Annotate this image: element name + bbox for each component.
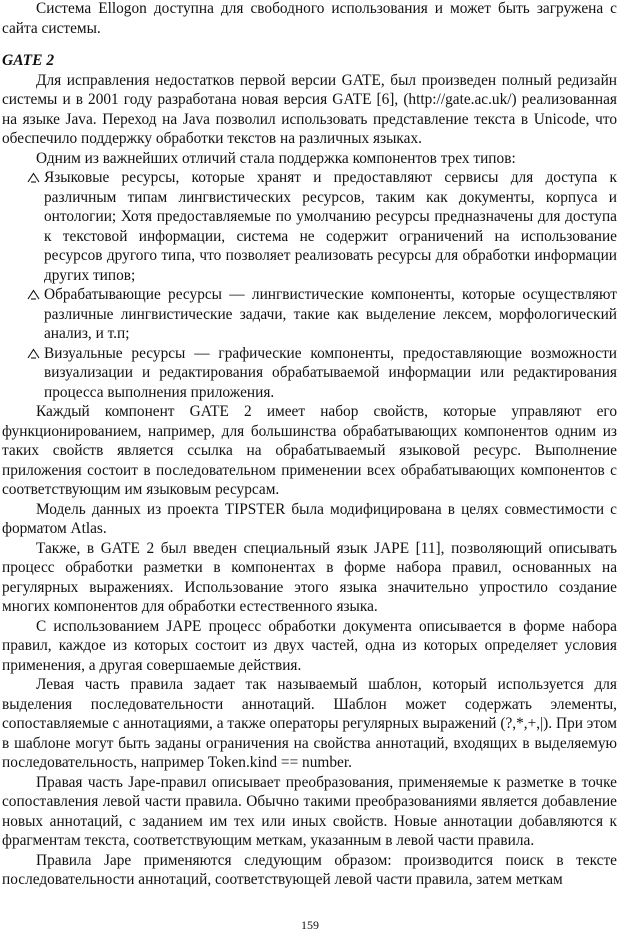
body-paragraph: Также, в GATE 2 был введен специальный язык JAPE [11], позволяющий описывать процесс обработки разметки в компонентах в форме набора правил, основанных на регулярных выражениях. Использование этого языка значительно упростило создание многих компонентов для обработки естественного языка. (2, 539, 617, 615)
caret-triangle-icon (27, 348, 40, 359)
list-item (2, 344, 617, 403)
intro-paragraph: Система Ellogon доступна для свободного использования и может быть загружена с сайта системы. (2, 0, 617, 37)
list-item-text: Языковые ресурсы, которые хранят и предоставляют сервисы для доступа к различным типам лингвистических ресурсов, таким как документы, корпуса и онтологии; Хотя предоставляемые по умолчанию ресурсы предназначены для доступа к текстовой информации, система не содержит ограничений на использование ресурсов другого типа, что позволяет реализовать ресурсы для обработки информации других типов; (44, 169, 617, 284)
list-item (2, 168, 617, 285)
list-item (2, 285, 617, 344)
list-item-text: Обрабатывающие ресурсы — лингвистические компоненты, которые осуществляют различные лингвистические задачи, такие как выделение лексем, морфологический анализ, и т.п; (44, 286, 617, 342)
body-paragraph: С использованием JAPE процесс обработки документа описывается в форме набора правил, каждое из которых состоит из двух частей, одна из которых определяет условия применения, а другая совершаемые действия. (2, 617, 617, 674)
caret-triangle-icon (27, 289, 40, 300)
body-paragraph: Правая часть Jape-правил описывает преобразования, применяемые к разметке в точке сопоставления левой части правила. Обычно такими преобразованиями является добавление новых аннотаций, с заданием им тех или иных свойств. Новые аннотации добавляются к фрагментам текста, соответствующим меткам, указанным в левой части правила. (2, 773, 617, 849)
list-item-text: Визуальные ресурсы — графические компоненты, предоставляющие возможности визуализации и редактирования обрабатываемой информации или редактирования процесса выполнения приложения. (44, 344, 617, 401)
page-number: 159 (301, 918, 319, 932)
body-paragraph: Левая часть правила задает так называемый шаблон, который используется для выделения последовательности аннотаций. Шаблон может содержать элементы, сопоставляемые с аннотациями, а также операторы регулярных выражений (?,*,+,|). При этом в шаблоне могут быть заданы ограничения на свойства аннотаций, входящих в выделяемую последовательность, например Token.kind == number. (2, 676, 617, 771)
body-paragraph: Каждый компонент GATE 2 имеет набор свойств, которые управляют его функционированием, например, для большинства обрабатывающих компонентов одним из таких свойств является ссылка на обрабатываемый языковой ресурс. Выполнение приложения состоит в последовательном применении всех обрабатывающих компонентов с соответствующим им языковым ресурсам. (2, 403, 617, 498)
body-paragraph: Одним из важнейших отличий стала поддержка компонентов трех типов: (36, 149, 516, 167)
body-paragraph: Для исправления недостатков первой версии GATE, был произведен полный редизайн системы и в 2001 году разработана новая версия GATE [6], (http://gate.ac.uk/) реализованная на языке Java. Переход на Java позволил использовать представление текста в Unicode, что обеспечило поддержку обработки текстов на различных языках. (2, 71, 617, 147)
body-paragraph: Правила Jape применяются следующим образом: производится поиск в тексте последовательности аннотаций, соответствующей левой части правила, затем меткам (2, 851, 617, 888)
body-paragraph: Модель данных из проекта TIPSTER была модифицирована в целях совместимости с форматом Atlas. (2, 500, 617, 537)
caret-triangle-icon (27, 172, 40, 183)
component-type-list (2, 168, 617, 402)
text-flow (2, 0, 617, 890)
section-title: GATE 2 (2, 52, 55, 69)
